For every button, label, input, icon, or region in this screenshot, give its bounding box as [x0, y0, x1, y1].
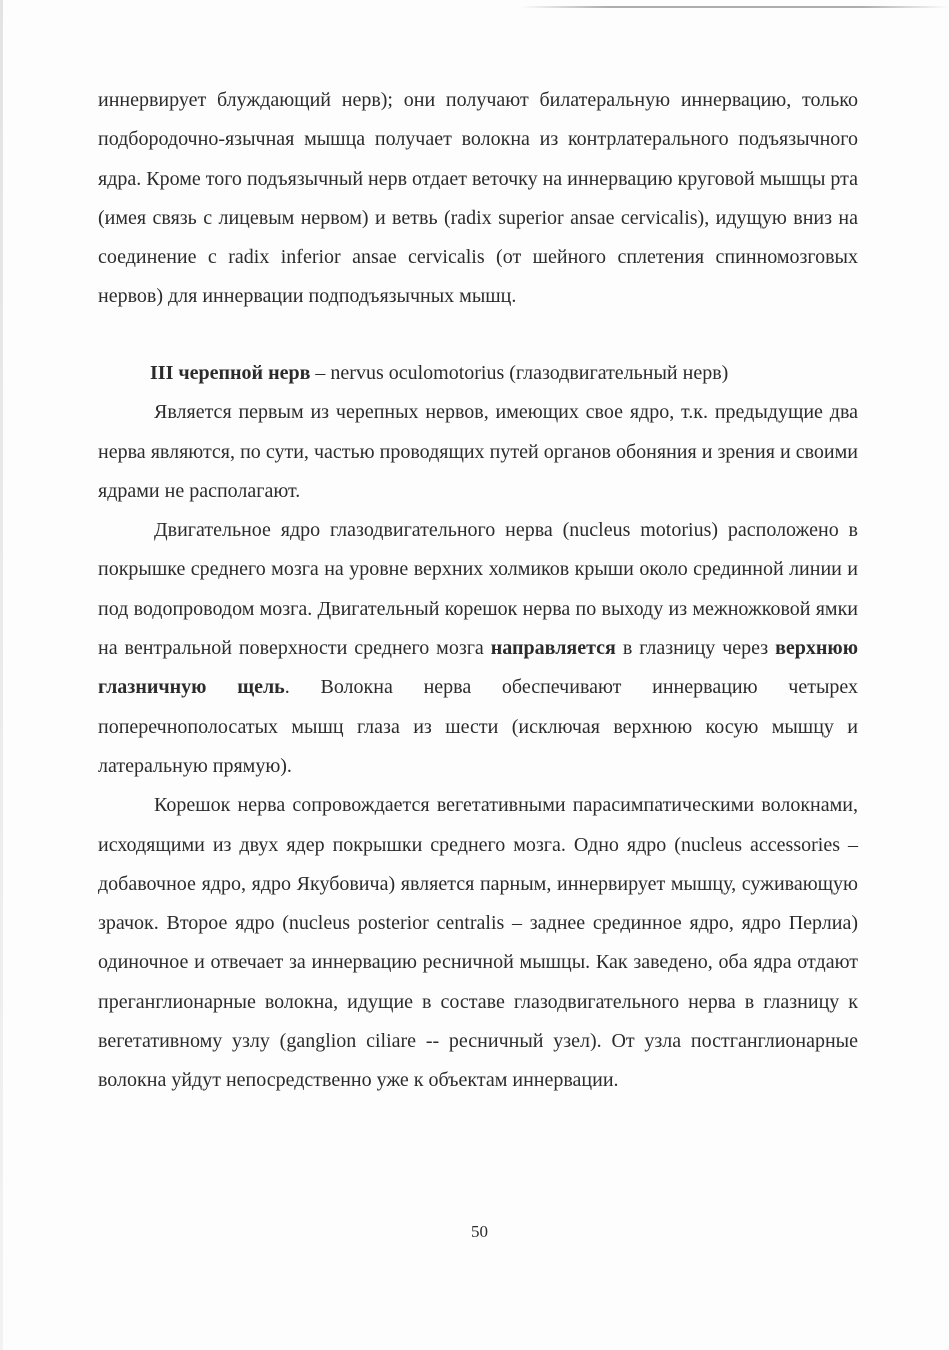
paragraph-4: Корешок нерва сопровождается вегетативными парасимпатическими волокнами, исходящими из двух ядер покрышки среднего мозга. Одно ядро (nucleus accessories – добавочное ядро, ядро Якубовича) является парным, иннервирует мышцу, суживающую зрачок. Второе ядро (nucleus posterior centralis – заднее срединное ядро, ядро Перлиа) одиночное и отвечает за иннервацию ресничной мышцы. Как заведено, оба ядра отдают преганглионарные волокна, идущие в составе глазодвигательного нерва в глазницу к вегетативному узлу (ganglion ciliare -- ресничный узел). От узла постганглионарные волокна уйдут непосредственно уже к объектам иннервации. — [98, 794, 858, 1092]
paragraph-3 — [98, 511, 858, 786]
paragraph-2: Является первым из черепных нервов, имеющих свое ядро, т.к. предыдущие два нерва являются, по сути, частью проводящих путей органов обоняния и зрения и своими ядрами не располагают. — [98, 401, 858, 502]
paragraph-3-text-3: . Волокна нерва обеспечивают иннервацию четырех поперечнополосатых мышц глаза из шести (исключая верхнюю косую мышцу и латеральную прямую). — [98, 676, 858, 777]
paragraph-continuation: иннервирует блуждающий нерв); они получают билатеральную иннервацию, только подбородочно-язычная мышца получает волокна из контрлатерального подъязычного ядра. Кроме того подъязычный нерв отдает веточку на иннервацию круговой мышцы рта (имея связь с лицевым нервом) и ветвь (radix superior ansae cervicalis), идущую вниз на соединение с radix inferior ansae cervicalis (от шейного сплетения спинномозговых нервов) для иннервации подподъязычных мышц. — [98, 89, 858, 308]
text-block-main — [98, 354, 858, 1101]
scan-left-edge — [0, 0, 3, 1350]
paragraph-3-text-2: в глазницу через — [615, 637, 776, 660]
paragraph-3-bold-1: направляется — [490, 637, 616, 660]
scan-top-rule — [520, 6, 949, 8]
paragraph-3-bold-2: верхнюю глазничную щель — [98, 637, 858, 699]
page-number: 50 — [471, 1222, 488, 1241]
section-heading — [98, 354, 858, 393]
text-block-top — [98, 81, 858, 317]
section-heading-rest: – nervus oculomotorius (глазодвигательный нерв) — [310, 362, 729, 384]
section-heading-bold: III черепной нерв — [150, 362, 311, 384]
paragraph-3-text-1: Двигательное ядро глазодвигательного нерва (nucleus motorius) расположено в покрышке среднего мозга на уровне верхних холмиков крыши около срединной линии и под водопроводом мозга. Двигательный корешок нерва по выходу из межножковой ямки на вентральной поверхности среднего мозга — [98, 519, 858, 660]
